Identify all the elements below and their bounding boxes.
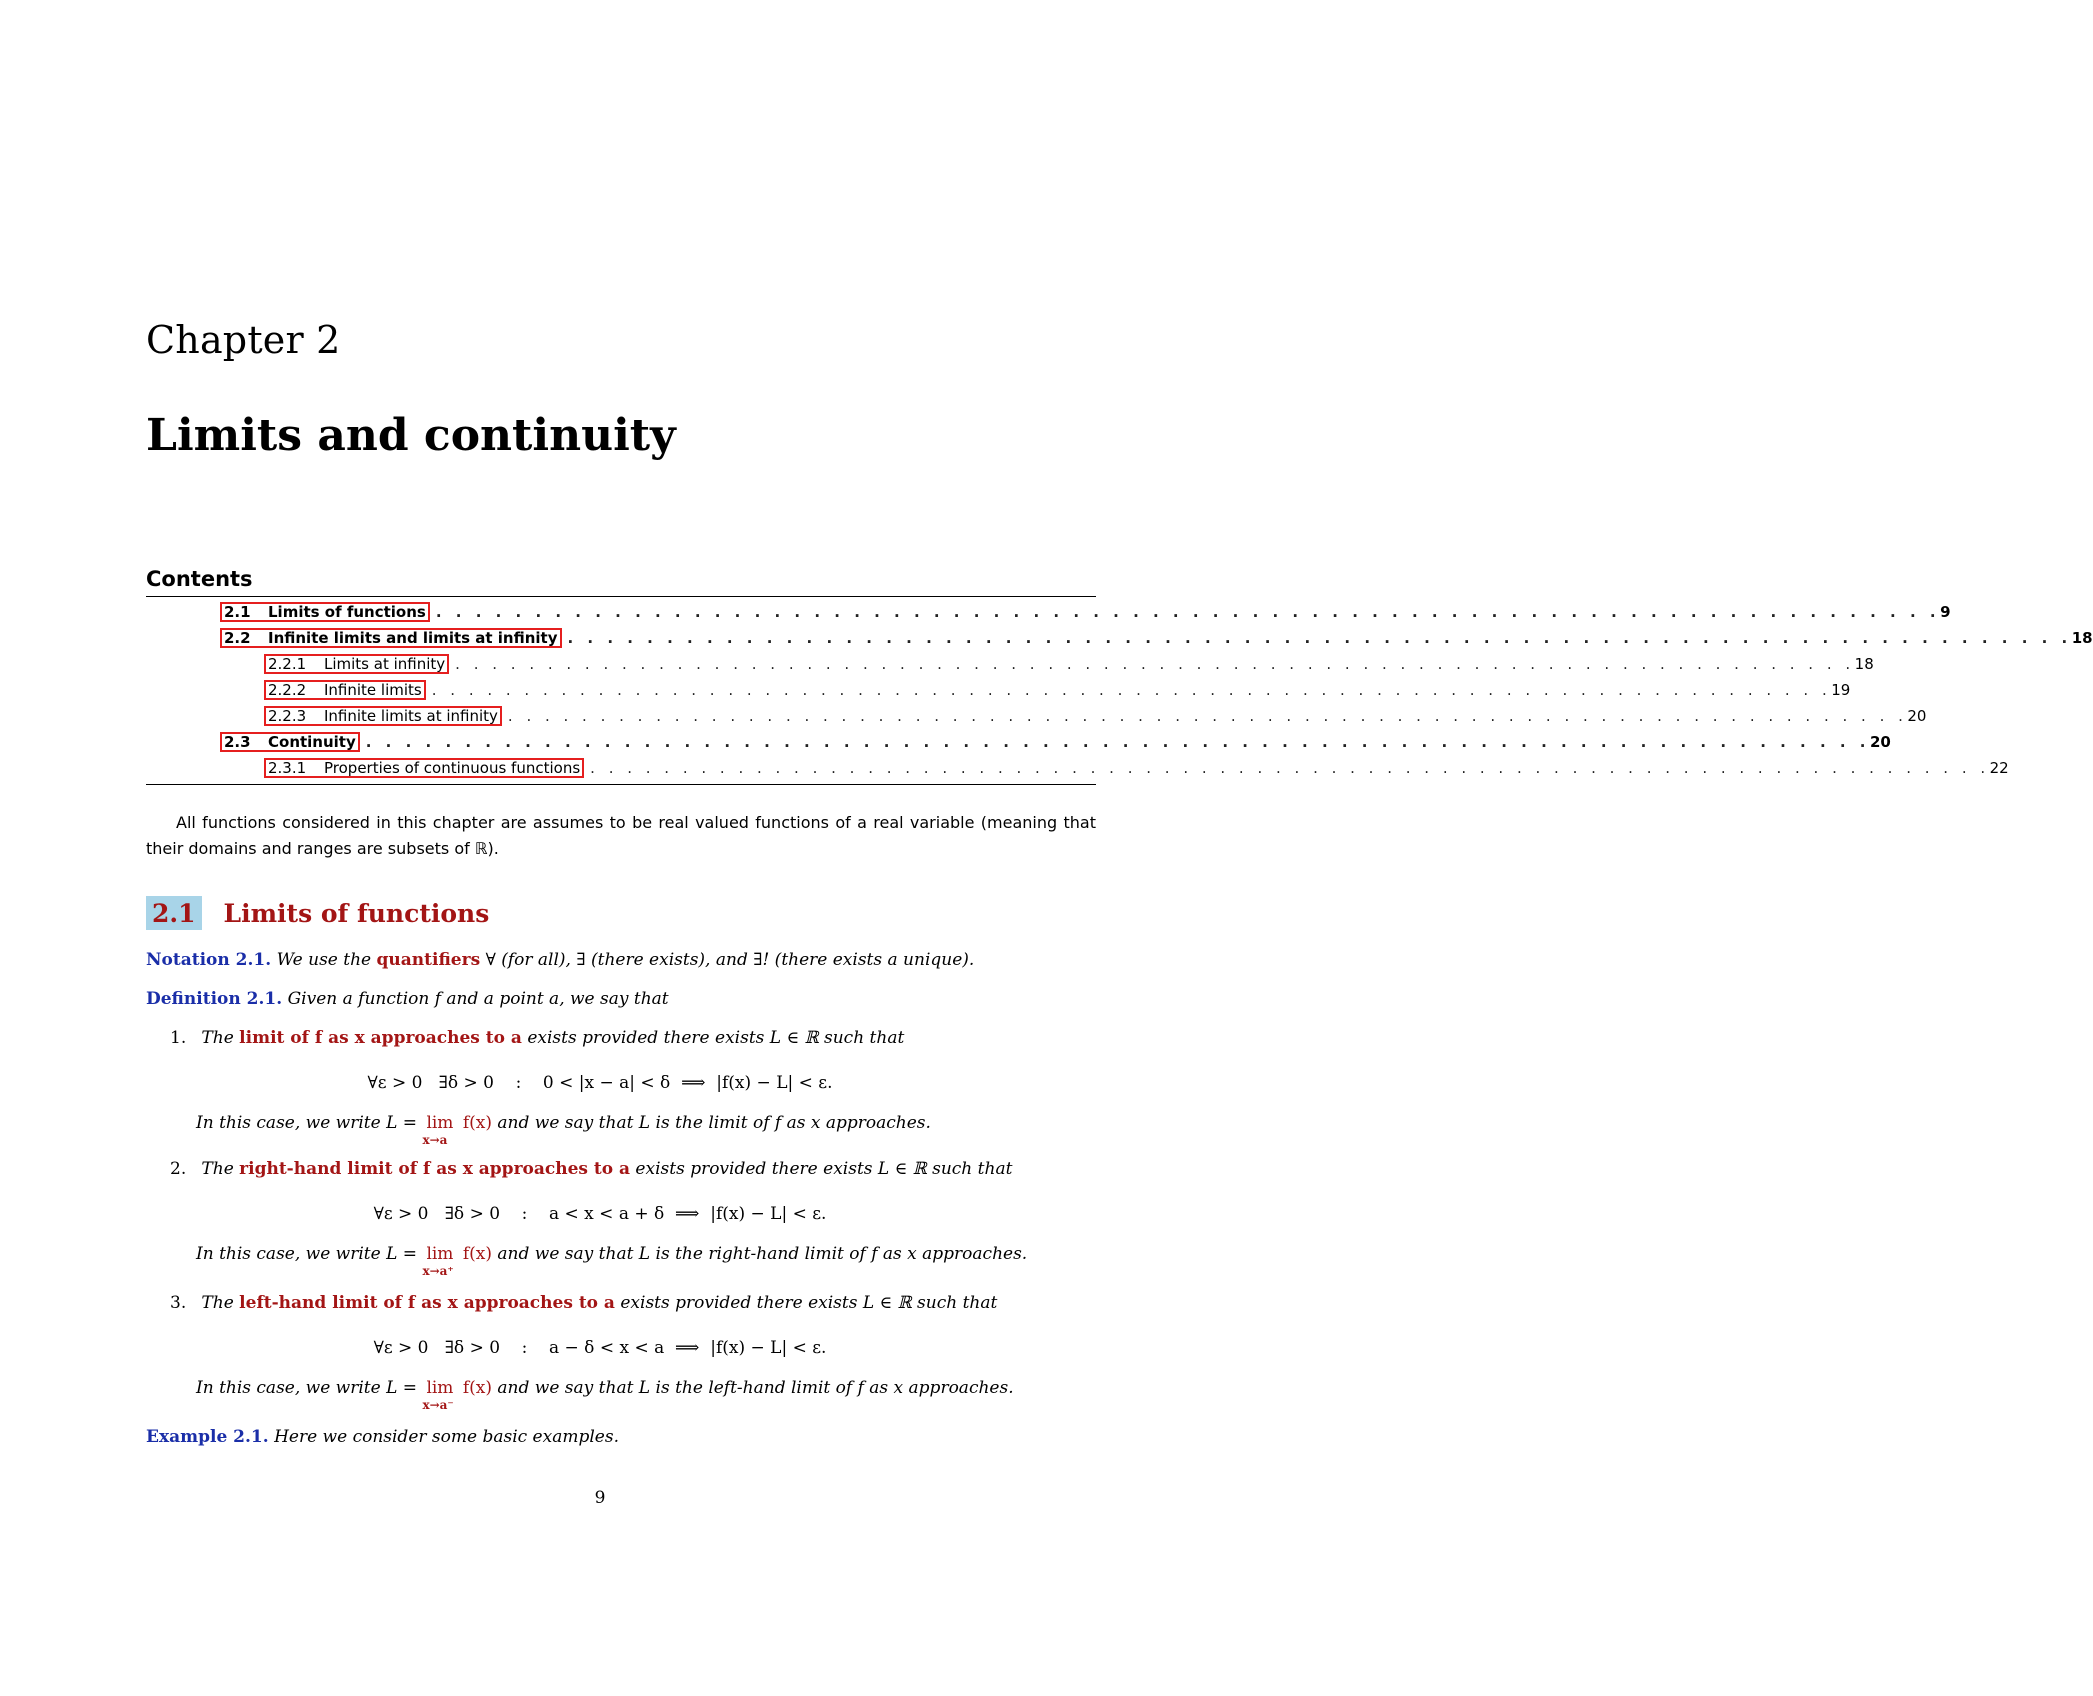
write-pre: In this case, we write L = [196,1378,418,1398]
page-number: 9 [594,1488,606,1508]
toc-entry[interactable] [264,756,2009,780]
toc-leader: . . . . . . . . . . . . . . . . . . . . . . . . . . . . . . . . . . . . . . . . . . . . . . . . . . . . . . . . . . . . . . . . . . . . . . . . . . . . [431,681,1832,699]
item-number: 2. [170,1159,187,1179]
section-number: 2.1 [146,896,202,930]
item-text-post: exists provided there exists L ∈ ℝ such that [620,1293,998,1313]
toc-page: 20 [1907,707,1927,725]
item-text-pre: The [201,1159,234,1179]
limit-notation-line [196,1244,1028,1278]
contents-bottom-rule [146,784,1096,785]
toc-title: Infinite limits [324,681,422,699]
toc-number: 2.1 [224,603,251,621]
item-number: 3. [170,1293,187,1313]
write-post: and we say that L is the limit of f as x approaches. [497,1113,931,1133]
toc-entry[interactable] [264,678,1851,702]
toc-number: 2.3 [224,733,251,751]
lim-text: lim [426,1244,454,1264]
toc-page: 20 [1870,733,1891,751]
notation-term: quantifiers [376,950,481,970]
item-term: limit of f as x approaches to a [239,1028,522,1048]
toc-number: 2.2 [224,629,251,647]
limit-notation-line [196,1378,1014,1412]
example-text: Here we consider some basic examples. [274,1427,619,1447]
lim-function: f(x) [462,1244,492,1264]
lim-text: lim [426,1113,454,1133]
notation-text-before: We use the [276,950,372,970]
toc-entry[interactable] [220,600,1951,624]
lim-subscript: x→a⁻ [422,1398,454,1412]
section-title: Limits of functions [223,898,490,928]
toc-page: 22 [1989,759,2009,777]
limit-notation-line [196,1113,931,1147]
lim-function: f(x) [462,1378,492,1398]
formula: ∀ε > 0 ∃δ > 0 : a < x < a + δ ⟹ |f(x) − L| < ε. [373,1204,827,1224]
toc-leader: . . . . . . . . . . . . . . . . . . . . . . . . . . . . . . . . . . . . . . . . . . . . . . . . . . . . . . . . . . . . . . . . . . . . . . . . . . . . [455,655,1855,673]
example-label[interactable]: Example 2.1. [146,1427,269,1447]
toc-leader: . . . . . . . . . . . . . . . . . . . . . . . . . . . . . . . . . . . . . . . . . . . . . . . . . . . . . . . . . . . . . . . . . . . . . . . . . . . . [365,733,1870,751]
item-term: right-hand limit of f as x approaches to a [239,1159,631,1179]
toc-title: Infinite limits at infinity [324,707,498,725]
toc-leader: . . . . . . . . . . . . . . . . . . . . . . . . . . . . . . . . . . . . . . . . . . . . . . . . . . . . . . . . . . . . . . . . . . . . . . . . . . . . [507,707,1908,725]
toc-number: 2.2.2 [268,681,307,699]
definition-item [170,1293,997,1313]
formula: ∀ε > 0 ∃δ > 0 : 0 < |x − a| < δ ⟹ |f(x) − L| < ε. [367,1073,833,1093]
toc-number: 2.2.1 [268,655,307,673]
toc-title: Properties of continuous functions [324,759,581,777]
lim-subscript: x→a [422,1133,448,1147]
write-post: and we say that L is the right-hand limit of f as x approaches. [497,1244,1028,1264]
toc-title: Limits at infinity [324,655,446,673]
item-text-pre: The [201,1028,234,1048]
toc-title: Limits of functions [268,603,426,621]
lim-function: f(x) [462,1113,492,1133]
lim-operator [422,1244,454,1278]
item-text-post: exists provided there exists L ∈ ℝ such that [635,1159,1013,1179]
toc-leader: . . . . . . . . . . . . . . . . . . . . . . . . . . . . . . . . . . . . . . . . . . . . . . . . . . . . . . . . . . . . . . . . . . . . . . . . . . . . [435,603,1941,621]
item-number: 1. [170,1028,187,1048]
contents-heading: Contents [146,567,253,591]
toc-number: 2.3.1 [268,759,307,777]
toc-page: 18 [1854,655,1874,673]
definition-text: Given a function f and a point a, we say that [287,989,669,1009]
toc-entry[interactable] [220,730,1891,754]
contents-top-rule [146,596,1096,597]
toc-link[interactable] [264,654,449,674]
toc-title: Infinite limits and limits at infinity [268,629,558,647]
definition-label[interactable]: Definition 2.1. [146,989,283,1009]
item-text-post: exists provided there exists L ∈ ℝ such that [527,1028,905,1048]
toc-page: 9 [1940,603,1951,621]
toc-entry[interactable] [220,626,2093,650]
chapter-title: Limits and continuity [146,410,676,461]
item-text-pre: The [201,1293,234,1313]
notation-label[interactable]: Notation 2.1. [146,950,272,970]
chapter-label: Chapter 2 [146,318,341,362]
toc-title: Continuity [268,733,356,751]
write-post: and we say that L is the left-hand limit of f as x approaches. [497,1378,1014,1398]
section-heading [146,896,489,930]
toc-entry[interactable] [264,652,1874,676]
toc-link[interactable] [264,680,426,700]
notation-text-after: ∀ (for all), ∃ (there exists), and ∃! (there exists a unique). [485,950,975,970]
toc-link[interactable] [264,758,584,778]
toc-page: 19 [1831,681,1851,699]
formula: ∀ε > 0 ∃δ > 0 : a − δ < x < a ⟹ |f(x) − L| < ε. [373,1338,827,1358]
write-pre: In this case, we write L = [196,1113,418,1133]
toc-link[interactable] [220,628,562,648]
definition-block [146,989,1096,1009]
toc-link[interactable] [264,706,502,726]
lim-operator [422,1113,454,1147]
lim-text: lim [426,1378,454,1398]
toc-leader: . . . . . . . . . . . . . . . . . . . . . . . . . . . . . . . . . . . . . . . . . . . . . . . . . . . . . . . . . . . . . . . . . . . . . . . . . . . . [590,759,1990,777]
toc-number: 2.2.3 [268,707,307,725]
lim-operator [422,1378,454,1412]
definition-item [170,1159,1012,1179]
toc-entry[interactable] [264,704,1927,728]
intro-paragraph: All functions considered in this chapter are assumes to be real valued functions of a real variable (meaning that their domains and ranges are subsets of ℝ). [146,813,1096,858]
definition-item [170,1028,904,1048]
item-term: left-hand limit of f as x approaches to a [239,1293,615,1313]
lim-subscript: x→a⁺ [422,1264,454,1278]
write-pre: In this case, we write L = [196,1244,418,1264]
example-block [146,1427,1096,1447]
toc-link[interactable] [220,732,360,752]
toc-page: 18 [2071,629,2093,647]
toc-leader: . . . . . . . . . . . . . . . . . . . . . . . . . . . . . . . . . . . . . . . . . . . . . . . . . . . . . . . . . . . . . . . . . . . . . . . . . . . . [567,629,2072,647]
notation-block [146,950,1096,970]
toc-link[interactable] [220,602,430,622]
